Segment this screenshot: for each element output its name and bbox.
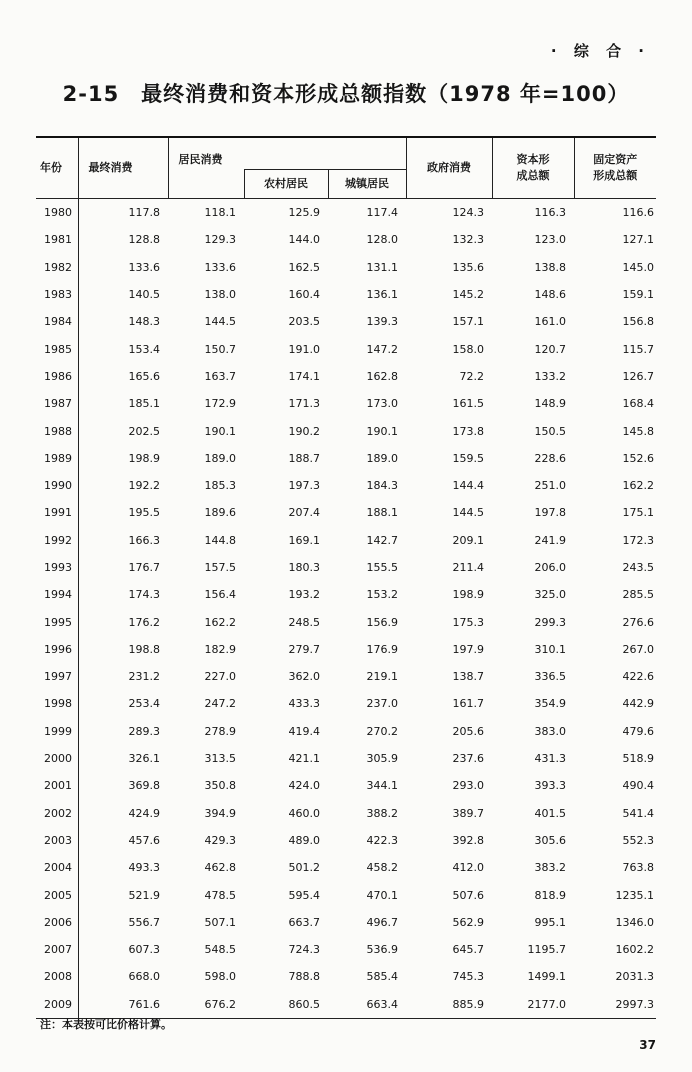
rural-cell: 724.3 (288, 943, 320, 957)
final-cell: 457.6 (128, 833, 160, 847)
urban-cell: 305.9 (366, 752, 399, 766)
year-cell: 1981 (36, 226, 78, 253)
household-cell: 598.0 (204, 970, 236, 984)
urban-cell: 155.5 (366, 561, 399, 574)
fixed-cell: 1602.2 (615, 943, 655, 957)
table-row (36, 199, 656, 227)
capital-cell: 354.9 (534, 697, 567, 711)
capital-cell: 251.0 (534, 479, 567, 493)
table-header (36, 137, 656, 199)
fixed-cell: 127.1 (622, 233, 655, 247)
rural-cell: 162.5 (288, 260, 320, 274)
final-cell: 253.4 (128, 697, 160, 711)
year-cell: 2008 (36, 963, 78, 990)
table-body (36, 199, 656, 1019)
fixed-cell: 422.6 (622, 670, 655, 684)
year-cell: 1983 (36, 281, 78, 308)
final-cell: 133.6 (128, 260, 160, 274)
year-cell: 1980 (36, 199, 78, 227)
household-cell: 118.1 (204, 206, 236, 220)
gov-cell: 159.5 (452, 451, 485, 465)
table-row (36, 936, 656, 963)
table-row (36, 445, 656, 472)
gov-cell: 161.5 (452, 397, 485, 411)
final-cell: 176.2 (128, 615, 160, 629)
year-cell: 2001 (36, 772, 78, 799)
gov-cell: 197.9 (452, 642, 485, 656)
year-cell: 2007 (36, 936, 78, 963)
capital-cell: 383.0 (534, 724, 567, 738)
urban-cell: 153.2 (366, 588, 399, 602)
household-cell: 144.5 (204, 315, 236, 329)
household-cell: 156.4 (204, 588, 236, 602)
table-row (36, 772, 656, 799)
table-row (36, 554, 656, 581)
household-cell: 462.8 (204, 861, 236, 875)
rural-cell: 174.1 (288, 369, 320, 383)
rural-cell: 279.7 (288, 642, 320, 656)
header-fixed-capital (574, 137, 656, 199)
capital-cell: 120.7 (534, 342, 567, 356)
table-row (36, 663, 656, 690)
table-row (36, 854, 656, 881)
household-cell: 278.9 (204, 724, 236, 738)
rural-cell: 180.3 (288, 561, 320, 574)
year-cell: 1988 (36, 417, 78, 444)
final-cell: 289.3 (128, 724, 160, 738)
final-cell: 198.8 (128, 642, 160, 656)
fixed-cell: 156.8 (622, 315, 655, 329)
table-note: 注：本表按可比价格计算。 (40, 1018, 172, 1031)
table-row (36, 991, 656, 1019)
final-cell: 424.9 (128, 806, 160, 820)
rural-cell: 501.2 (288, 861, 320, 875)
header-rural: 农村居民 (244, 169, 328, 198)
table-row (36, 226, 656, 253)
household-cell: 190.1 (204, 424, 236, 438)
urban-cell: 131.1 (366, 260, 399, 274)
fixed-cell: 276.6 (622, 615, 655, 629)
consumption-capital-index-table (36, 136, 656, 1019)
fixed-cell: 267.0 (622, 642, 655, 656)
year-cell: 1982 (36, 254, 78, 281)
capital-cell: 116.3 (534, 206, 567, 220)
table-row (36, 581, 656, 608)
rural-cell: 125.9 (288, 206, 320, 220)
capital-cell: 148.6 (534, 288, 567, 302)
final-cell: 326.1 (128, 752, 160, 766)
urban-cell: 189.0 (366, 451, 399, 465)
household-cell: 162.2 (204, 615, 236, 629)
capital-cell: 325.0 (534, 588, 567, 602)
rural-cell: 433.3 (288, 697, 320, 711)
rural-cell: 788.8 (288, 970, 320, 984)
fixed-cell: 490.4 (622, 779, 655, 793)
final-cell: 153.4 (128, 342, 160, 356)
rural-cell: 421.1 (288, 752, 320, 766)
household-cell: 129.3 (204, 233, 236, 247)
year-cell: 1990 (36, 472, 78, 499)
fixed-cell: 145.0 (622, 260, 655, 274)
urban-cell: 136.1 (366, 288, 399, 302)
final-cell: 195.5 (128, 506, 160, 520)
household-cell: 227.0 (204, 670, 236, 684)
gov-cell: 198.9 (452, 588, 485, 602)
fixed-cell: 152.6 (622, 451, 655, 465)
rural-cell: 663.7 (288, 915, 320, 929)
rural-cell: 193.2 (288, 588, 320, 602)
fixed-cell: 442.9 (622, 697, 655, 711)
header-household-blank (168, 169, 244, 198)
gov-cell: 205.6 (452, 724, 485, 738)
capital-cell: 241.9 (534, 533, 567, 547)
household-cell: 429.3 (204, 833, 236, 847)
index-table-container (36, 136, 656, 1019)
urban-cell: 190.1 (366, 424, 399, 438)
header-capital-formation (492, 137, 574, 199)
rural-cell: 489.0 (288, 833, 320, 847)
year-cell: 1996 (36, 636, 78, 663)
rural-cell: 860.5 (244, 991, 328, 1019)
fixed-cell: 285.5 (622, 588, 655, 602)
fixed-cell: 159.1 (622, 288, 655, 302)
table-row (36, 718, 656, 745)
header-fixed-line1: 固定资产 (593, 153, 638, 166)
final-cell: 761.6 (78, 991, 168, 1019)
gov-cell: 211.4 (452, 561, 485, 574)
fixed-cell: 168.4 (622, 397, 655, 411)
rural-cell: 203.5 (288, 315, 320, 329)
final-cell: 176.7 (128, 561, 160, 574)
gov-cell: 144.4 (452, 479, 485, 493)
year-cell: 1991 (36, 499, 78, 526)
year-cell: 1984 (36, 308, 78, 335)
table-row (36, 881, 656, 908)
year-cell: 2009 (36, 991, 78, 1019)
final-cell: 369.8 (128, 779, 160, 793)
page-title: 2-15 最终消费和资本形成总额指数（1978 年=100） (62, 82, 630, 106)
gov-cell: 389.7 (452, 806, 485, 820)
household-cell: 394.9 (204, 806, 236, 820)
table-row (36, 363, 656, 390)
gov-cell: 885.9 (406, 991, 492, 1019)
fixed-cell: 175.1 (622, 506, 655, 520)
year-cell: 1999 (36, 718, 78, 745)
table-row (36, 690, 656, 717)
fixed-cell: 1346.0 (615, 915, 655, 929)
rural-cell: 248.5 (288, 615, 320, 629)
urban-cell: 585.4 (366, 970, 399, 984)
table-row (36, 254, 656, 281)
urban-cell: 458.2 (366, 861, 399, 875)
urban-cell: 184.3 (366, 479, 399, 493)
gov-cell: 412.0 (452, 861, 485, 875)
urban-cell: 237.0 (366, 697, 399, 711)
capital-cell: 148.9 (534, 397, 567, 411)
capital-cell: 150.5 (534, 424, 567, 438)
final-cell: 165.6 (128, 369, 160, 383)
household-cell: 189.6 (204, 506, 236, 520)
table-row (36, 308, 656, 335)
final-cell: 202.5 (128, 424, 160, 438)
rural-cell: 169.1 (288, 533, 320, 547)
year-cell: 2005 (36, 881, 78, 908)
table-row (36, 963, 656, 990)
final-cell: 198.9 (128, 451, 160, 465)
fixed-cell: 172.3 (622, 533, 655, 547)
fixed-cell: 763.8 (622, 861, 655, 875)
gov-cell: 293.0 (452, 779, 485, 793)
capital-cell: 431.3 (534, 752, 567, 766)
section-tag: · 综 合 · (550, 42, 650, 60)
household-cell: 157.5 (204, 561, 236, 574)
capital-cell: 1499.1 (527, 970, 567, 984)
header-capital-line1: 资本形 (516, 153, 550, 166)
gov-cell: 237.6 (452, 752, 485, 766)
gov-cell: 158.0 (452, 342, 485, 356)
rural-cell: 419.4 (288, 724, 320, 738)
household-cell: 247.2 (204, 697, 236, 711)
table-row (36, 745, 656, 772)
rural-cell: 207.4 (288, 506, 320, 520)
capital-cell: 299.3 (534, 615, 567, 629)
year-cell: 2000 (36, 745, 78, 772)
household-cell: 172.9 (204, 397, 236, 411)
table-row (36, 499, 656, 526)
year-cell: 1987 (36, 390, 78, 417)
gov-cell: 562.9 (452, 915, 485, 929)
table-row (36, 472, 656, 499)
header-household: 居民消费 (168, 137, 406, 169)
header-capital-line2: 成总额 (516, 169, 550, 182)
gov-cell: 173.8 (452, 424, 485, 438)
header-urban: 城镇居民 (328, 169, 406, 198)
capital-cell: 138.8 (534, 260, 567, 274)
fixed-cell: 2997.3 (574, 991, 656, 1019)
table-row (36, 335, 656, 362)
household-cell: 185.3 (204, 479, 236, 493)
fixed-cell: 243.5 (622, 561, 655, 574)
urban-cell: 142.7 (366, 533, 399, 547)
fixed-cell: 116.6 (622, 206, 655, 220)
gov-cell: 745.3 (452, 970, 485, 984)
final-cell: 668.0 (128, 970, 160, 984)
capital-cell: 995.1 (534, 915, 567, 929)
rural-cell: 191.0 (288, 342, 320, 356)
capital-cell: 818.9 (534, 888, 567, 902)
table-row (36, 390, 656, 417)
fixed-cell: 115.7 (622, 342, 655, 356)
gov-cell: 175.3 (452, 615, 485, 629)
final-cell: 117.8 (128, 206, 160, 220)
urban-cell: 422.3 (366, 833, 399, 847)
household-cell: 189.0 (204, 451, 236, 465)
header-final-consumption: 最终消费 (78, 137, 168, 199)
fixed-cell: 126.7 (622, 369, 655, 383)
capital-cell: 2177.0 (492, 991, 574, 1019)
year-cell: 2003 (36, 827, 78, 854)
rural-cell: 362.0 (288, 670, 320, 684)
final-cell: 231.2 (128, 670, 160, 684)
rural-cell: 595.4 (288, 888, 320, 902)
fixed-cell: 479.6 (622, 724, 655, 738)
urban-cell: 344.1 (366, 779, 399, 793)
final-cell: 185.1 (128, 397, 160, 411)
year-cell: 2004 (36, 854, 78, 881)
final-cell: 140.5 (128, 288, 160, 302)
urban-cell: 139.3 (366, 315, 399, 329)
urban-cell: 128.0 (366, 233, 399, 247)
urban-cell: 162.8 (366, 369, 399, 383)
household-cell: 676.2 (168, 991, 244, 1019)
household-cell: 163.7 (204, 369, 236, 383)
header-fixed-line2: 形成总额 (593, 169, 638, 182)
year-cell: 1997 (36, 663, 78, 690)
table-row (36, 909, 656, 936)
capital-cell: 197.8 (534, 506, 567, 520)
capital-cell: 310.1 (534, 642, 567, 656)
table-row (36, 800, 656, 827)
capital-cell: 305.6 (534, 833, 567, 847)
urban-cell: 536.9 (366, 943, 399, 957)
table-row (36, 636, 656, 663)
final-cell: 556.7 (128, 915, 160, 929)
rural-cell: 190.2 (288, 424, 320, 438)
fixed-cell: 552.3 (622, 833, 655, 847)
household-cell: 133.6 (204, 260, 236, 274)
household-cell: 507.1 (204, 915, 236, 929)
gov-cell: 645.7 (452, 943, 485, 957)
urban-cell: 388.2 (366, 806, 399, 820)
capital-cell: 336.5 (534, 670, 567, 684)
rural-cell: 197.3 (288, 479, 320, 493)
capital-cell: 123.0 (534, 233, 567, 247)
urban-cell: 219.1 (366, 670, 399, 684)
urban-cell: 188.1 (366, 506, 399, 520)
household-cell: 548.5 (204, 943, 236, 957)
rural-cell: 424.0 (288, 779, 320, 793)
gov-cell: 138.7 (452, 670, 485, 684)
year-cell: 1998 (36, 690, 78, 717)
rural-cell: 460.0 (288, 806, 320, 820)
final-cell: 128.8 (128, 233, 160, 247)
capital-cell: 133.2 (534, 369, 567, 383)
household-cell: 138.0 (204, 288, 236, 302)
urban-cell: 270.2 (366, 724, 399, 738)
rural-cell: 188.7 (288, 451, 320, 465)
household-cell: 150.7 (204, 342, 236, 356)
year-cell: 1993 (36, 554, 78, 581)
gov-cell: 209.1 (452, 533, 485, 547)
capital-cell: 393.3 (534, 779, 567, 793)
rural-cell: 144.0 (288, 233, 320, 247)
household-cell: 350.8 (204, 779, 236, 793)
fixed-cell: 1235.1 (615, 888, 655, 902)
gov-cell: 135.6 (452, 260, 485, 274)
capital-cell: 401.5 (534, 806, 567, 820)
year-cell: 1985 (36, 335, 78, 362)
gov-cell: 145.2 (452, 288, 485, 302)
final-cell: 148.3 (128, 315, 160, 329)
page-number: 37 (639, 1038, 656, 1052)
year-cell: 1989 (36, 445, 78, 472)
year-cell: 2006 (36, 909, 78, 936)
header-year: 年份 (36, 137, 78, 199)
urban-cell: 173.0 (366, 397, 399, 411)
final-cell: 493.3 (128, 861, 160, 875)
capital-cell: 206.0 (534, 561, 567, 574)
fixed-cell: 145.8 (622, 424, 655, 438)
table-row (36, 417, 656, 444)
table-row (36, 827, 656, 854)
header-government: 政府消费 (406, 137, 492, 199)
urban-cell: 147.2 (366, 342, 399, 356)
gov-cell: 507.6 (452, 888, 485, 902)
gov-cell: 144.5 (452, 506, 485, 520)
gov-cell: 157.1 (452, 315, 485, 329)
year-cell: 1995 (36, 608, 78, 635)
urban-cell: 470.1 (366, 888, 399, 902)
gov-cell: 392.8 (452, 833, 485, 847)
urban-cell: 496.7 (366, 915, 399, 929)
urban-cell: 663.4 (328, 991, 406, 1019)
household-cell: 313.5 (204, 752, 236, 766)
household-cell: 144.8 (204, 533, 236, 547)
table-row (36, 281, 656, 308)
household-cell: 182.9 (204, 642, 236, 656)
table-row (36, 608, 656, 635)
urban-cell: 117.4 (366, 206, 399, 220)
urban-cell: 176.9 (366, 642, 399, 656)
year-cell: 1992 (36, 527, 78, 554)
final-cell: 607.3 (128, 943, 160, 957)
rural-cell: 160.4 (288, 288, 320, 302)
fixed-cell: 2031.3 (615, 970, 655, 984)
year-cell: 2002 (36, 800, 78, 827)
gov-cell: 161.7 (452, 697, 485, 711)
year-cell: 1986 (36, 363, 78, 390)
year-cell: 1994 (36, 581, 78, 608)
rural-cell: 171.3 (288, 397, 320, 411)
capital-cell: 383.2 (534, 861, 567, 875)
final-cell: 166.3 (128, 533, 160, 547)
fixed-cell: 518.9 (622, 752, 655, 766)
gov-cell: 132.3 (452, 233, 485, 247)
final-cell: 521.9 (128, 888, 160, 902)
capital-cell: 1195.7 (527, 943, 567, 957)
fixed-cell: 541.4 (622, 806, 655, 820)
fixed-cell: 162.2 (622, 479, 655, 493)
capital-cell: 161.0 (534, 315, 567, 329)
urban-cell: 156.9 (366, 615, 399, 629)
final-cell: 192.2 (128, 479, 160, 493)
table-row (36, 527, 656, 554)
gov-cell: 72.2 (459, 369, 485, 383)
gov-cell: 124.3 (452, 206, 485, 220)
capital-cell: 228.6 (534, 451, 567, 465)
final-cell: 174.3 (128, 588, 160, 602)
household-cell: 478.5 (204, 888, 236, 902)
